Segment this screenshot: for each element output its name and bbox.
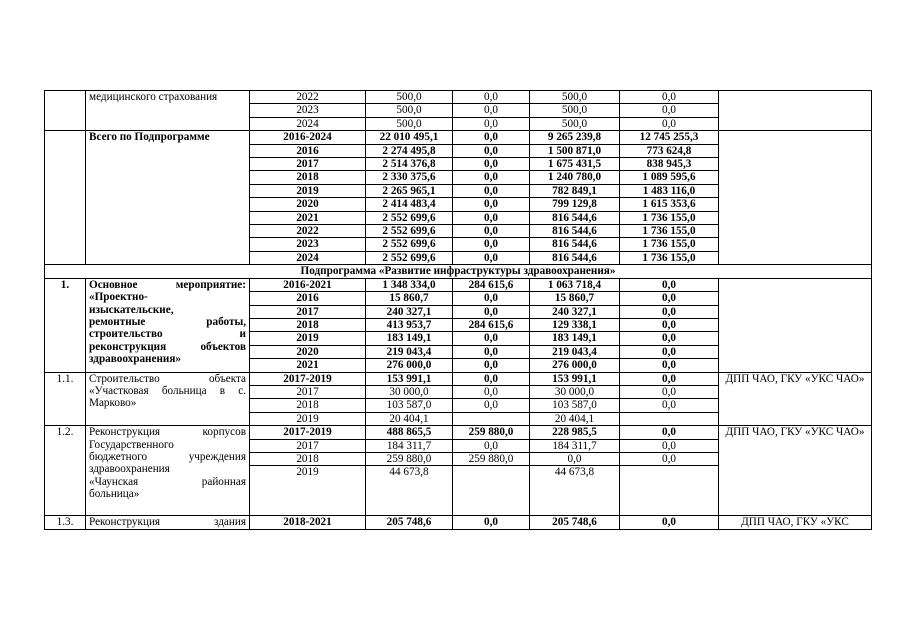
measure-name-line: «Участковая больница в с. — [89, 384, 246, 397]
other-cell: 0,0 — [620, 104, 719, 117]
measure-name-line: строительство и — [89, 328, 246, 341]
federal-cell: 0,0 — [453, 184, 530, 197]
year-cell: 2017 — [250, 385, 366, 398]
measure-name-cell — [86, 426, 250, 516]
row-number-cell: 1.3. — [45, 516, 86, 529]
other-cell: 0,0 — [620, 117, 719, 130]
total-cell: 500,0 — [366, 91, 453, 104]
row-number-cell — [45, 91, 86, 131]
year-cell: 2016 — [250, 144, 366, 157]
regional-cell: 153 991,1 — [530, 372, 620, 385]
year-cell: 2017-2019 — [250, 426, 366, 439]
year-cell: 2021 — [250, 359, 366, 372]
total-cell: 153 991,1 — [366, 372, 453, 385]
federal-cell: 0,0 — [453, 372, 530, 385]
federal-cell: 0,0 — [453, 117, 530, 130]
measure-name-line: «Проектно- — [89, 291, 148, 304]
executor-cell: ДПП ЧАО, ГКУ «УКС ЧАО» — [719, 372, 872, 426]
measure-name-line: больница» — [89, 488, 140, 501]
other-cell: 0,0 — [620, 359, 719, 372]
federal-cell: 0,0 — [453, 439, 530, 452]
other-cell: 0,0 — [620, 292, 719, 305]
regional-cell: 0,0 — [530, 452, 620, 465]
regional-cell: 15 860,7 — [530, 292, 620, 305]
federal-cell: 0,0 — [453, 292, 530, 305]
federal-cell: 284 615,6 — [453, 278, 530, 291]
federal-cell: 0,0 — [453, 385, 530, 398]
federal-cell: 0,0 — [453, 238, 530, 251]
total-cell: 240 327,1 — [366, 305, 453, 318]
other-cell: 1 736 155,0 — [620, 238, 719, 251]
executor-cell — [719, 278, 872, 372]
executor-cell — [719, 91, 872, 131]
year-cell: 2019 — [250, 332, 366, 345]
year-cell: 2017 — [250, 305, 366, 318]
year-cell: 2023 — [250, 104, 366, 117]
regional-cell: 183 149,1 — [530, 332, 620, 345]
total-cell: 20 404,1 — [366, 412, 453, 425]
measure-name-cell: Реконструкция здания — [86, 516, 250, 529]
executor-cell: ДПП ЧАО, ГКУ «УКС — [719, 516, 872, 529]
total-cell: 30 000,0 — [366, 385, 453, 398]
regional-cell: 782 849,1 — [530, 184, 620, 197]
federal-cell: 0,0 — [453, 345, 530, 358]
federal-cell: 0,0 — [453, 251, 530, 264]
measure-name-line: Строительство объекта — [89, 372, 246, 385]
other-cell: 0,0 — [620, 91, 719, 104]
year-cell: 2020 — [250, 345, 366, 358]
measure-name-line: «Чаунская районная — [89, 475, 246, 488]
regional-cell: 44 673,8 — [530, 466, 620, 516]
other-cell: 0,0 — [620, 372, 719, 385]
year-cell: 2018-2021 — [250, 516, 366, 529]
total-cell: 276 000,0 — [366, 359, 453, 372]
total-cell: 22 010 495,1 — [366, 131, 453, 144]
federal-cell: 0,0 — [453, 359, 530, 372]
other-cell: 0,0 — [620, 439, 719, 452]
other-cell: 1 483 116,0 — [620, 184, 719, 197]
federal-cell: 0,0 — [453, 211, 530, 224]
total-cell: 488 865,5 — [366, 426, 453, 439]
regional-cell: 816 544,6 — [530, 211, 620, 224]
federal-cell: 0,0 — [453, 399, 530, 412]
year-cell: 2018 — [250, 318, 366, 331]
total-cell: 1 348 334,0 — [366, 278, 453, 291]
federal-cell — [453, 466, 530, 516]
other-cell — [620, 466, 719, 516]
federal-cell: 0,0 — [453, 158, 530, 171]
table-row — [45, 91, 872, 104]
other-cell: 0,0 — [620, 385, 719, 398]
measure-name-line: изыскательские, — [89, 303, 174, 316]
regional-cell: 816 544,6 — [530, 238, 620, 251]
federal-cell: 0,0 — [453, 104, 530, 117]
other-cell: 1 736 155,0 — [620, 251, 719, 264]
total-cell: 205 748,6 — [366, 516, 453, 529]
total-cell: 2 552 699,6 — [366, 225, 453, 238]
year-cell: 2021 — [250, 211, 366, 224]
year-cell: 2018 — [250, 399, 366, 412]
federal-cell: 0,0 — [453, 305, 530, 318]
subprogram-title: Подпрограмма «Развитие инфраструктуры здравоохранения» — [45, 265, 872, 278]
row-number-cell: 1. — [45, 278, 86, 372]
other-cell: 0,0 — [620, 426, 719, 439]
other-cell: 1 736 155,0 — [620, 211, 719, 224]
federal-cell: 0,0 — [453, 171, 530, 184]
federal-cell: 0,0 — [453, 144, 530, 157]
regional-cell: 20 404,1 — [530, 412, 620, 425]
total-cell: 259 880,0 — [366, 452, 453, 465]
regional-cell: 219 043,4 — [530, 345, 620, 358]
federal-cell: 284 615,6 — [453, 318, 530, 331]
year-cell: 2023 — [250, 238, 366, 251]
year-cell: 2017-2019 — [250, 372, 366, 385]
measure-name-line: ремонтные работы, — [89, 315, 246, 328]
year-cell: 2016 — [250, 292, 366, 305]
total-cell: 2 330 375,6 — [366, 171, 453, 184]
row-number-cell — [45, 131, 86, 265]
federal-cell: 0,0 — [453, 131, 530, 144]
table-row — [45, 516, 872, 529]
other-cell: 0,0 — [620, 332, 719, 345]
total-cell: 500,0 — [366, 104, 453, 117]
row-number-cell: 1.2. — [45, 426, 86, 516]
other-cell: 838 945,3 — [620, 158, 719, 171]
federal-cell: 259 880,0 — [453, 426, 530, 439]
regional-cell: 205 748,6 — [530, 516, 620, 529]
total-cell: 2 552 699,6 — [366, 251, 453, 264]
total-cell: 2 265 965,1 — [366, 184, 453, 197]
regional-cell: 816 544,6 — [530, 251, 620, 264]
other-cell: 0,0 — [620, 278, 719, 291]
federal-cell: 0,0 — [453, 91, 530, 104]
year-cell: 2024 — [250, 117, 366, 130]
measure-name-cell — [86, 278, 250, 372]
measure-name-cell — [86, 372, 250, 426]
year-cell: 2016-2024 — [250, 131, 366, 144]
year-cell: 2024 — [250, 251, 366, 264]
table-row — [45, 426, 872, 439]
federal-cell: 0,0 — [453, 332, 530, 345]
regional-cell: 1 240 780,0 — [530, 171, 620, 184]
regional-cell: 228 985,5 — [530, 426, 620, 439]
table-row — [45, 278, 872, 291]
other-cell: 1 736 155,0 — [620, 225, 719, 238]
year-cell: 2017 — [250, 439, 366, 452]
year-cell: 2017 — [250, 158, 366, 171]
measure-name-line: реконструкция объектов — [89, 340, 246, 353]
executor-cell — [719, 131, 872, 265]
regional-cell: 1 500 871,0 — [530, 144, 620, 157]
subprogram-total-label: Всего по Подпрограмме — [86, 131, 250, 265]
total-cell: 2 414 483,4 — [366, 198, 453, 211]
federal-cell — [453, 412, 530, 425]
year-cell: 2019 — [250, 466, 366, 516]
total-cell: 2 552 699,6 — [366, 238, 453, 251]
total-cell: 15 860,7 — [366, 292, 453, 305]
measure-name-cell: медицинского страхования — [86, 91, 250, 131]
measure-name-line: Государственного — [89, 438, 174, 451]
other-cell: 773 624,8 — [620, 144, 719, 157]
year-cell: 2019 — [250, 412, 366, 425]
federal-cell: 0,0 — [453, 225, 530, 238]
year-cell: 2018 — [250, 452, 366, 465]
year-cell: 2022 — [250, 225, 366, 238]
other-cell: 0,0 — [620, 305, 719, 318]
other-cell: 0,0 — [620, 399, 719, 412]
executor-cell: ДПП ЧАО, ГКУ «УКС ЧАО» — [719, 426, 872, 516]
table-row — [45, 131, 872, 144]
regional-cell: 276 000,0 — [530, 359, 620, 372]
regional-cell: 799 129,8 — [530, 198, 620, 211]
federal-cell: 0,0 — [453, 198, 530, 211]
regional-cell: 103 587,0 — [530, 399, 620, 412]
regional-cell: 240 327,1 — [530, 305, 620, 318]
year-cell: 2022 — [250, 91, 366, 104]
other-cell: 0,0 — [620, 318, 719, 331]
other-cell: 0,0 — [620, 345, 719, 358]
regional-cell: 30 000,0 — [530, 385, 620, 398]
total-cell: 413 953,7 — [366, 318, 453, 331]
regional-cell: 1 063 718,4 — [530, 278, 620, 291]
regional-cell: 129 338,1 — [530, 318, 620, 331]
total-cell: 2 274 495,8 — [366, 144, 453, 157]
table-row — [45, 372, 872, 385]
year-cell: 2016-2021 — [250, 278, 366, 291]
total-cell: 184 311,7 — [366, 439, 453, 452]
row-number-cell: 1.1. — [45, 372, 86, 426]
other-cell: 0,0 — [620, 516, 719, 529]
total-cell: 183 149,1 — [366, 332, 453, 345]
regional-cell: 500,0 — [530, 104, 620, 117]
regional-cell: 816 544,6 — [530, 225, 620, 238]
federal-cell: 259 880,0 — [453, 452, 530, 465]
total-cell: 219 043,4 — [366, 345, 453, 358]
other-cell: 12 745 255,3 — [620, 131, 719, 144]
measure-name-line: Реконструкция корпусов — [89, 426, 246, 439]
total-cell: 44 673,8 — [366, 466, 453, 516]
measure-name-line: здравоохранения — [89, 463, 170, 476]
total-cell: 103 587,0 — [366, 399, 453, 412]
table-row — [45, 265, 872, 278]
measure-name-line: Основное мероприятие: — [89, 278, 246, 291]
regional-cell: 184 311,7 — [530, 439, 620, 452]
other-cell: 1 615 353,6 — [620, 198, 719, 211]
program-funding-table — [44, 90, 872, 530]
total-cell: 500,0 — [366, 117, 453, 130]
other-cell — [620, 412, 719, 425]
measure-name-line: бюджетного учреждения — [89, 450, 246, 463]
measure-name-line: Марково» — [89, 397, 137, 410]
regional-cell: 500,0 — [530, 117, 620, 130]
regional-cell: 1 675 431,5 — [530, 158, 620, 171]
year-cell: 2018 — [250, 171, 366, 184]
year-cell: 2020 — [250, 198, 366, 211]
other-cell: 0,0 — [620, 452, 719, 465]
regional-cell: 500,0 — [530, 91, 620, 104]
other-cell: 1 089 595,6 — [620, 171, 719, 184]
total-cell: 2 552 699,6 — [366, 211, 453, 224]
total-cell: 2 514 376,8 — [366, 158, 453, 171]
federal-cell: 0,0 — [453, 516, 530, 529]
year-cell: 2019 — [250, 184, 366, 197]
regional-cell: 9 265 239,8 — [530, 131, 620, 144]
measure-name-line: здравоохранения» — [89, 353, 182, 366]
